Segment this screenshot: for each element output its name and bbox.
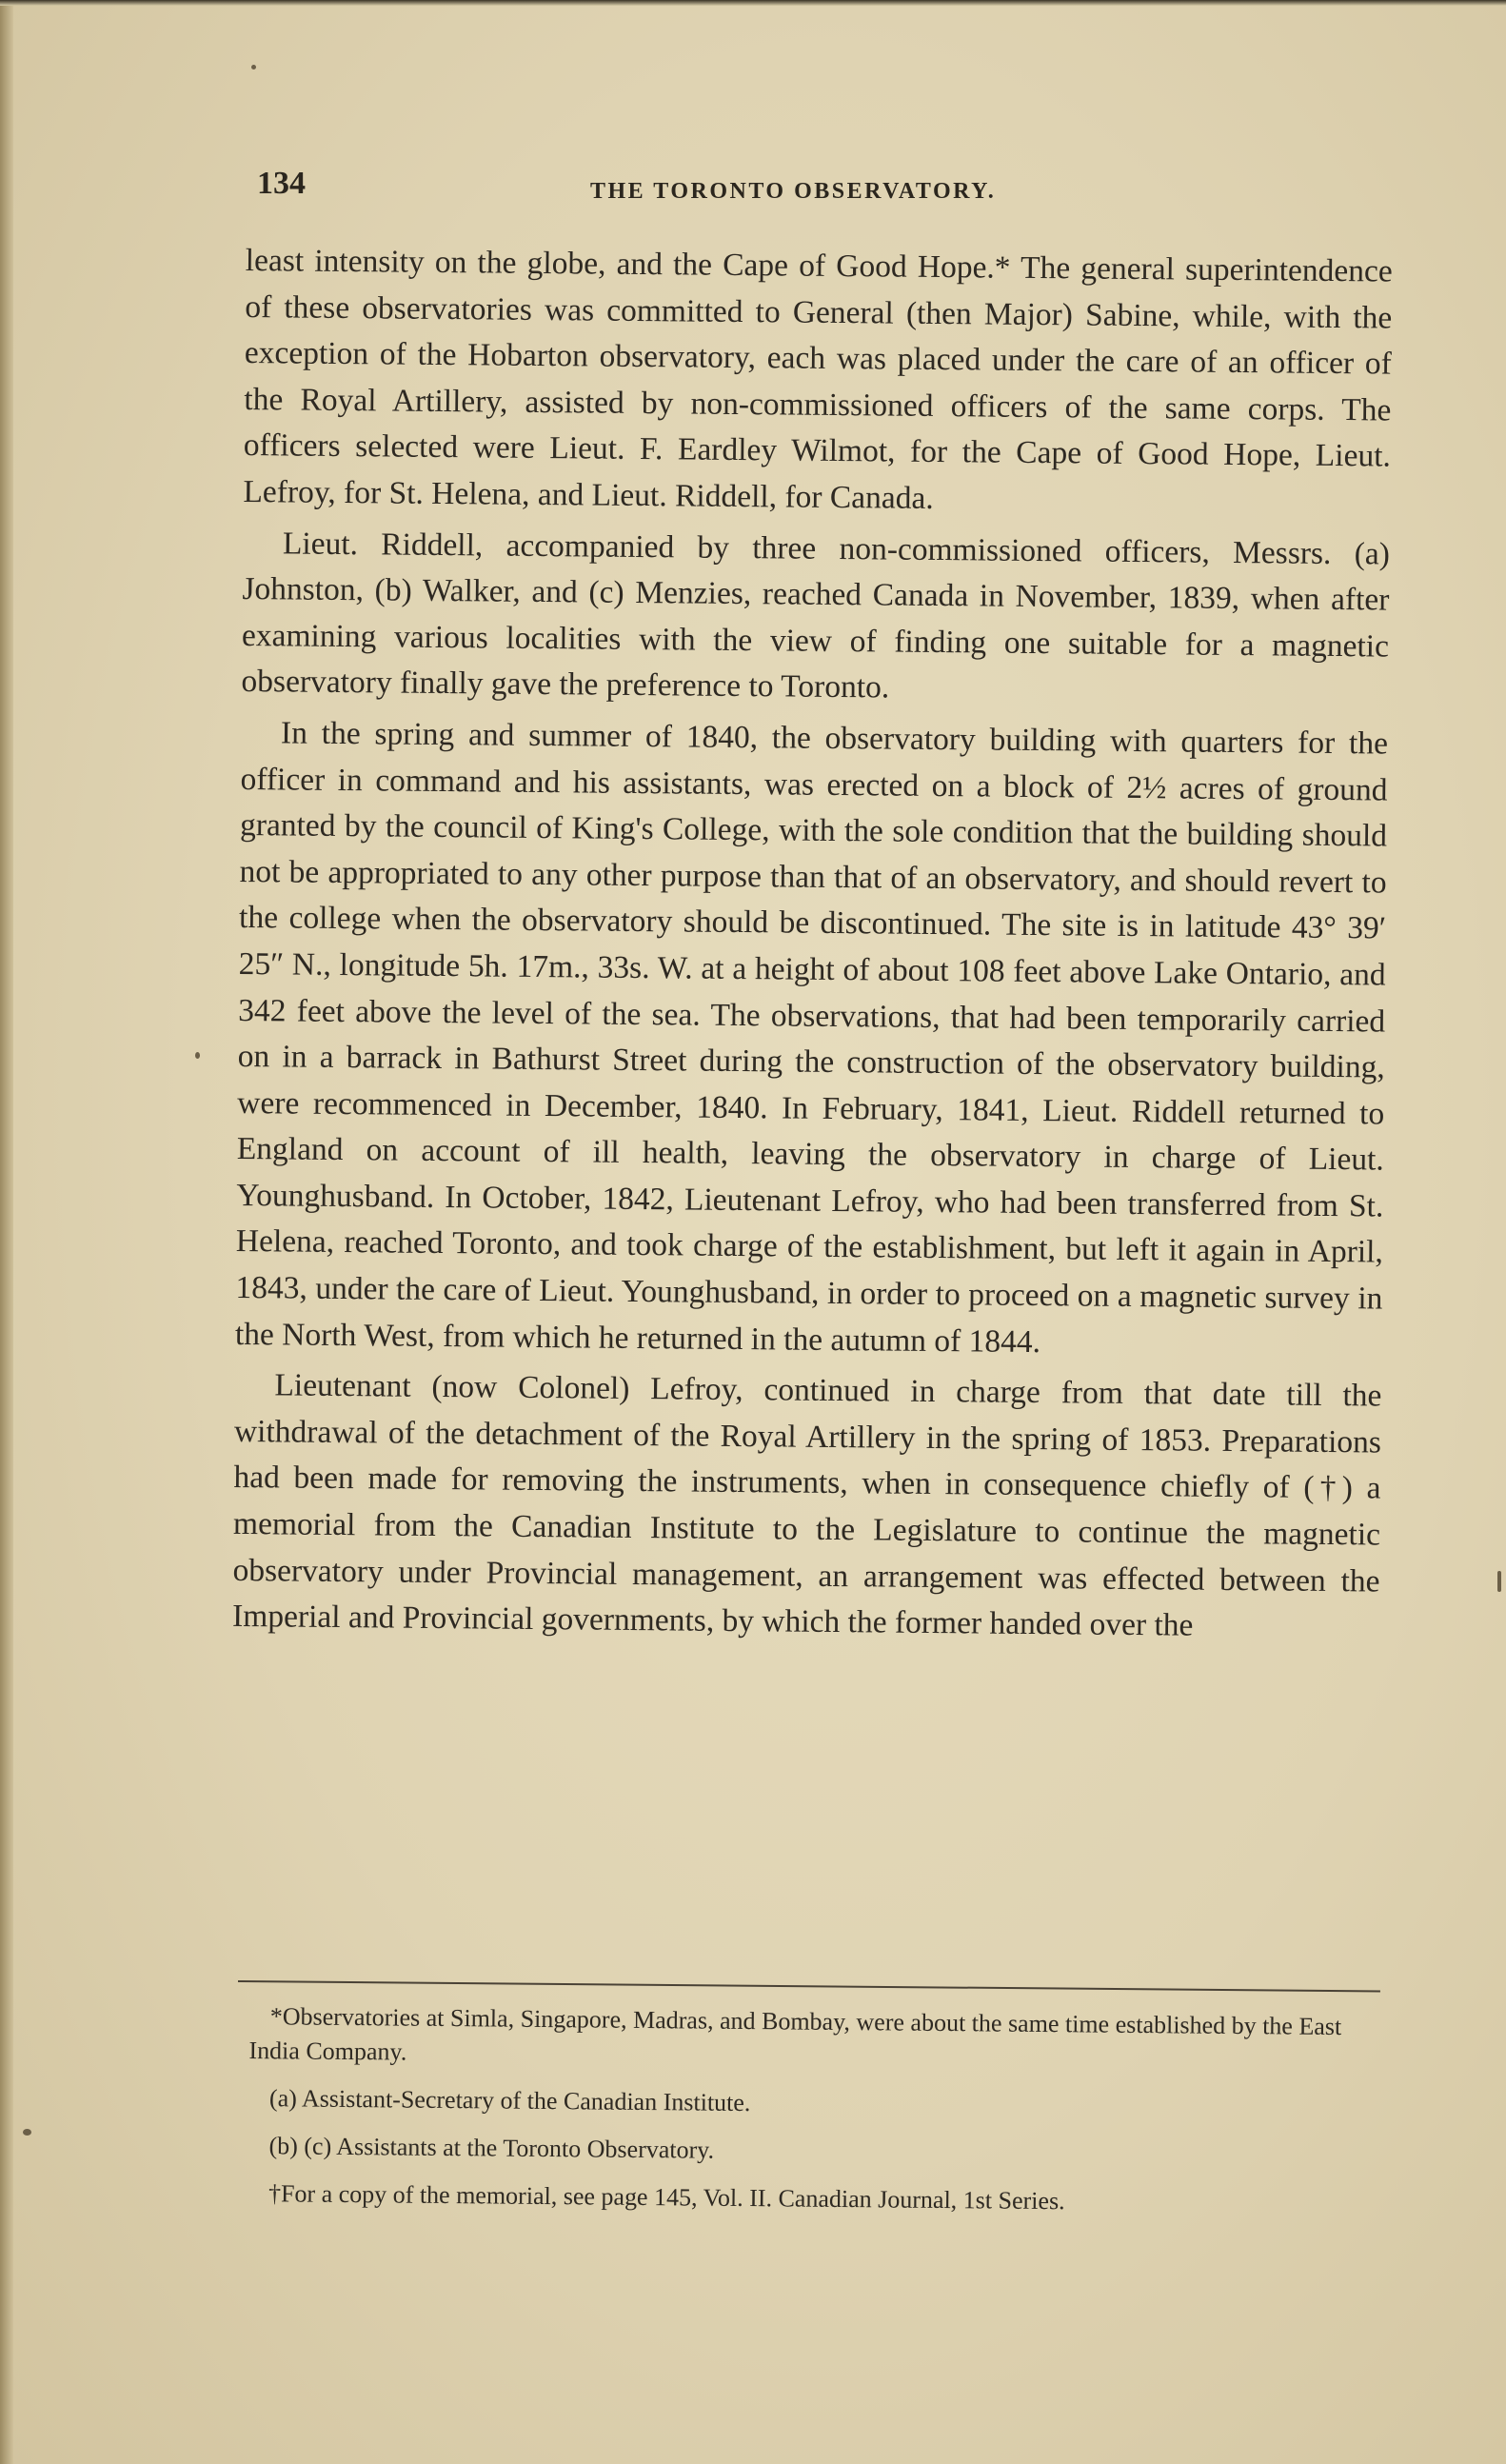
paragraph-4: Lieutenant (now Colonel) Lefroy, continued in charge from that date till the withdrawal of the detachment of the Royal Artillery in the spring of 1853. Preparations had been made for removing the instruments, when in consequence chiefly of (†) a memorial from the Canadian Institute to the Legislature to continue the magnetic observatory under Provincial management, an arrangement was effected between the Imperial and Provincial governments, by which the former handed over the: [231, 1367, 1382, 1643]
running-head: THE TORONTO OBSERVATORY.: [590, 179, 997, 204]
ink-speck: [251, 65, 256, 70]
paragraph-1: least intensity on the globe, and the Cape of Good Hope.* The general superintendence of these observatories was committed to General (then Major) Sabine, while, with the exception of the Hobarton observatory, each was placed under the care of an officer of the Royal Artillery, assisted by non-commissioned officers of the same corps. The officers selected were Lieut. F. Eardley Wilmot, for the Cape of Good Hope, Lieut. Lefroy, for St. Helena, and Lieut. Riddell, for Canada.: [243, 242, 1393, 516]
footnotes: [248, 1999, 1382, 2235]
paragraph-2: Lieut. Riddell, accompanied by three non-commissioned officers, Messrs. (a) Johnston, (b) Walker, and (c) Menzies, reached Canada in November, 1839, when after examining various localities with the view of finding one suitable for a magnetic observatory finally gave the preference to Toronto.: [241, 525, 1391, 705]
page-top-edge: [0, 0, 1506, 6]
paragraph-3: In the spring and summer of 1840, the observatory building with quarters for the officer in command and his assistants, was erected on a block of 2½ acres of ground granted by the council of King's College, with the sole condition that the building should not be appropriated to any other purpose than that of an observatory, and should revert to the college when the observatory should be discontinued. The site is in latitude 43° 39′ 25″ N., longitude 5h. 17m., 33s. W. at a height of about 108 feet above Lake Ontario, and 342 feet above the level of the sea. The observations, that had been temporarily carried on in a barrack in Bathurst Street during the construction of the observatory building, were recommenced in December, 1840. In February, 1841, Lieut. Riddell returned to England on account of ill health, leaving the observatory in charge of Lieut. Younghusband. In October, 1842, Lieutenant Lefroy, who had been transferred from St. Helena, reached Toronto, and took charge of the establishment, but left it again in April, 1843, under the care of Lieut. Younghusband, in order to proceed on a magnetic survey in the North West, from which he returned in the autumn of 1844.: [234, 715, 1389, 1360]
ink-speck: [23, 2129, 31, 2136]
footnote-3: (b) (c) Assistants at the Toronto Observatory.: [268, 2132, 715, 2164]
footnote-1: *Observatories at Simla, Singapore, Madras, and Bombay, were about the same time established by the East India Company.: [248, 2002, 1342, 2066]
body-text: [232, 238, 1393, 1656]
footnote-2: (a) Assistant-Secretary of the Canadian Institute.: [268, 2084, 751, 2117]
ink-speck: [195, 1052, 200, 1059]
ink-speck: [1497, 1571, 1501, 1592]
page-header: [257, 160, 1390, 217]
footnote-rule: [238, 1980, 1380, 1992]
page-left-edge: [0, 0, 13, 2464]
footnote-4: †For a copy of the memorial, see page 145, Vol. II. Canadian Journal, 1st Series.: [268, 2179, 1065, 2216]
page-number: 134: [257, 166, 306, 201]
